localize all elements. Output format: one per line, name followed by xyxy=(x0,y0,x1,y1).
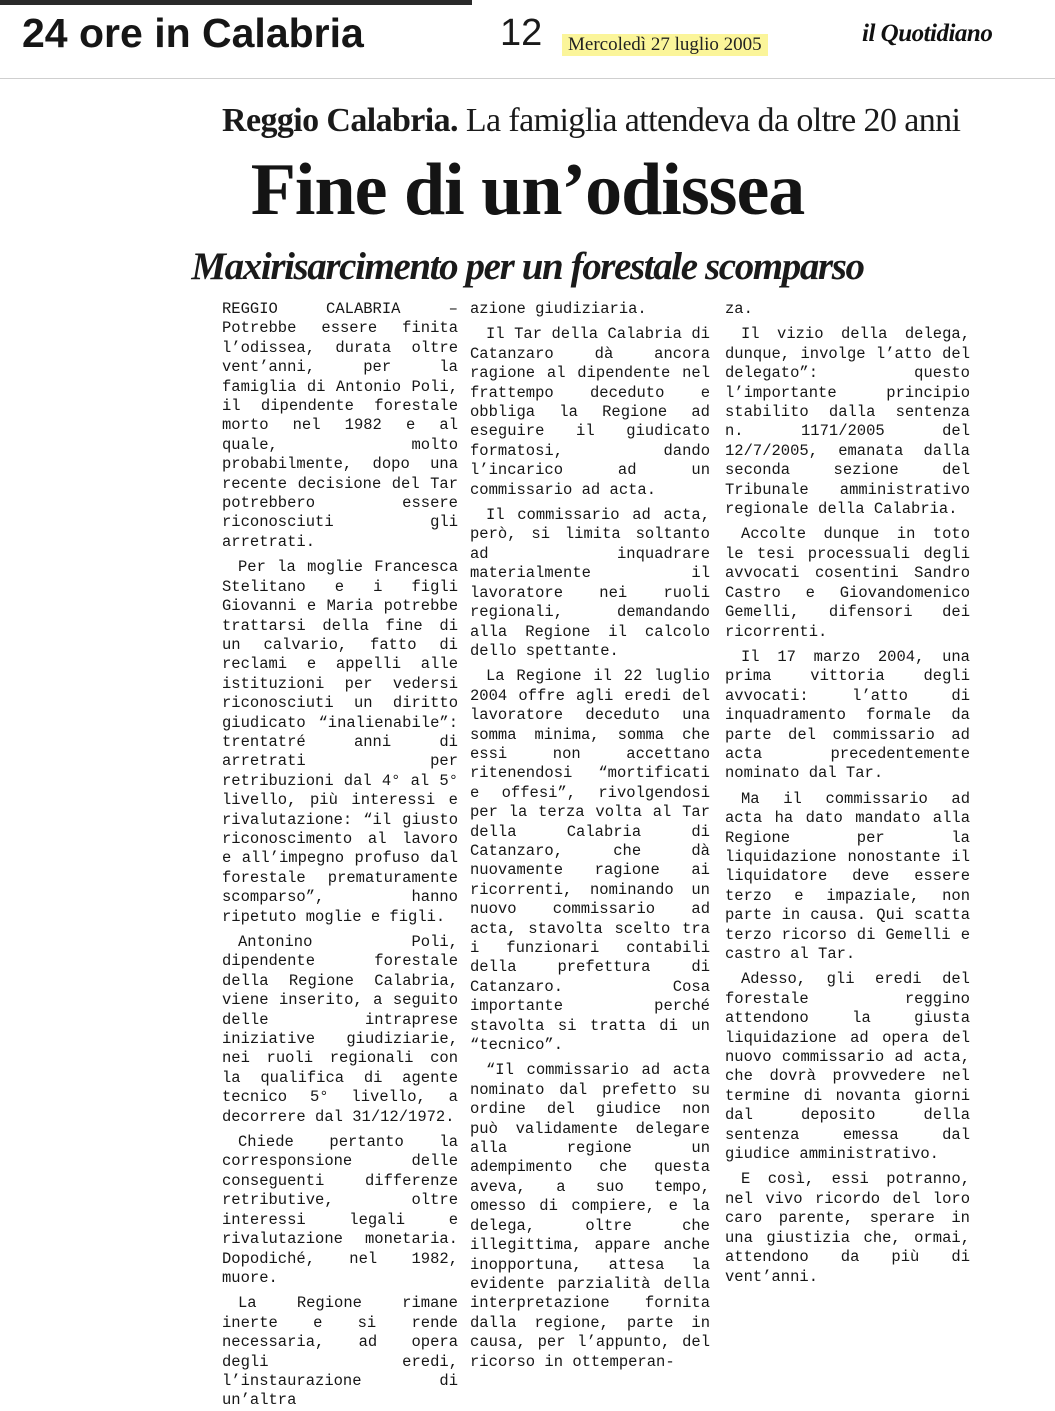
kicker-text: La famiglia attendeva da oltre 20 anni xyxy=(457,102,961,139)
newspaper-masthead: il Quotidiano xyxy=(862,20,993,47)
article-subheadline: Maxirisarcimento per un forestale scomparso xyxy=(191,245,864,288)
paragraph: REGGIO CALABRIA – Potrebbe essere finita l’odissea, durata oltre vent’anni, per la famiglia di Antonio Poli, il dipendente forestale morto nel 1982 e al quale, molto probabilmente, dopo una recente decisione del Tar potrebbero essere riconosciuti gli arretrati. xyxy=(222,300,458,551)
paragraph: Accolte dunque in toto le tesi processuali degli avvocati cosentini Sandro Castro e Giovandomenico Gemelli, difensori dei ricorrenti. xyxy=(725,525,970,641)
paragraph: “Il commissario ad acta nominato dal prefetto su ordine del giudice non può validamente delegare alla regione un adempimento che questa aveva, a suo tempo, omesso di compiere, e la delega, oltre che illegittima, appare anche inopportuna, attesa la evidente parzialità della interpretazione fornita dalla regione, parte in causa, per l’appunto, del ricorso in ottemperan- xyxy=(470,1061,710,1371)
header-divider xyxy=(0,78,1055,79)
section-title: 24 ore in Calabria xyxy=(22,10,364,56)
paragraph: La Regione rimane inerte e si rende necessaria, ad opera degli eredi, l’instaurazione di un’altra xyxy=(222,1294,458,1410)
page-header xyxy=(0,0,1055,70)
paragraph: Il Tar della Calabria di Catanzaro dà ancora ragione al dipendente nel frattempo deceduto e obbliga la Regione ad eseguire il giudicato formatosi, dando l’incarico ad un commissario ad acta. xyxy=(470,325,710,499)
header-rule xyxy=(0,0,472,5)
article-headline: Fine di un’odissea xyxy=(250,149,805,231)
article-column-3 xyxy=(725,300,970,1286)
paragraph: Antonino Poli, dipendente forestale della Regione Calabria, viene inserito, a seguito delle intraprese iniziative giudiziarie, nei ruoli regionali con la qualifica di agente tecnico 5° livello, a decorrere dal 31/12/1972. xyxy=(222,933,458,1126)
paragraph: Il vizio della delega, dunque, involge l’atto del delegato”: questo l’importante principio stabilito dalla sentenza n. 1171/2005 del 12/7/2005, emanata dalla seconda sezione del Tribunale amministrativo regionale della Calabria. xyxy=(725,325,970,519)
article-kicker xyxy=(222,102,960,140)
paragraph: Adesso, gli eredi del forestale reggino attendono la giusta liquidazione ad opera del nuovo commissario ad acta, che dovrà provvedere nel termine di novanta giorni dal deposito della sentenza emessa dal giudice amministrativo. xyxy=(725,970,970,1164)
paragraph: azione giudiziaria. xyxy=(470,300,647,318)
article-column-2 xyxy=(470,300,710,1371)
page-number: 12 xyxy=(500,12,543,54)
paragraph: za. xyxy=(725,300,753,318)
paragraph: E così, essi potranno, nel vivo ricordo del loro caro parente, sperare in una giustizia che, ormai, attendono da più di vent’anni. xyxy=(725,1170,970,1286)
paragraph: Il 17 marzo 2004, una prima vittoria degli avvocati: l’atto di inquadramento formale da parte del commissario ad acta precedentemente nominato dal Tar. xyxy=(725,647,970,783)
paragraph: Chiede pertanto la corresponsione delle conseguenti differenze retributive, oltre interessi legali e rivalutazione monetaria. Dopodiché, nel 1982, muore. xyxy=(222,1133,458,1287)
paragraph: Per la moglie Francesca Stelitano e i figli Giovanni e Maria potrebbe trattarsi della fine di un calvario, fatto di reclami e appelli alle istituzioni per vedersi riconosciuti un diritto giudicato “inalienabile”: trentatré anni di arretrati per retribuzioni dal 4° al 5° livello, più interessi e rivalutazione: “il giusto riconoscimento al lavoro e all’impegno profuso dal forestale prematuramente scomparso”, hanno ripetuto moglie e figli. xyxy=(222,558,458,926)
kicker-place: Reggio Calabria. xyxy=(222,102,458,139)
paragraph: Il commissario ad acta, però, si limita soltanto ad inquadrare materialmente il lavoratore nei ruoli regionali, demandando alla Regione il calcolo dello spettante. xyxy=(470,506,710,660)
paragraph: La Regione il 22 luglio 2004 offre agli eredi del lavoratore deceduto una somma minima, somma che essi non accettano ritenendosi “mortificati e offesi”, rivolgendosi per la terza volta al Tar della Calabria di Catanzaro, che dà nuovamente ragione ai ricorrenti, nominando un nuovo commissario ad acta, stavolta scelto tra i funzionari contabili della prefettura di Catanzaro. Cosa importante perché stavolta si tratta di un “tecnico”. xyxy=(470,667,710,1055)
article-column-1 xyxy=(222,300,458,1410)
publication-date: Mercoledì 27 luglio 2005 xyxy=(562,34,768,56)
paragraph: Ma il commissario ad acta ha dato mandato alla Regione per la liquidazione nonostante il liquidatore deve essere terzo e impaziale, non parte in causa. Qui scatta terzo ricorso di Gemelli e castro al Tar. xyxy=(725,789,970,963)
